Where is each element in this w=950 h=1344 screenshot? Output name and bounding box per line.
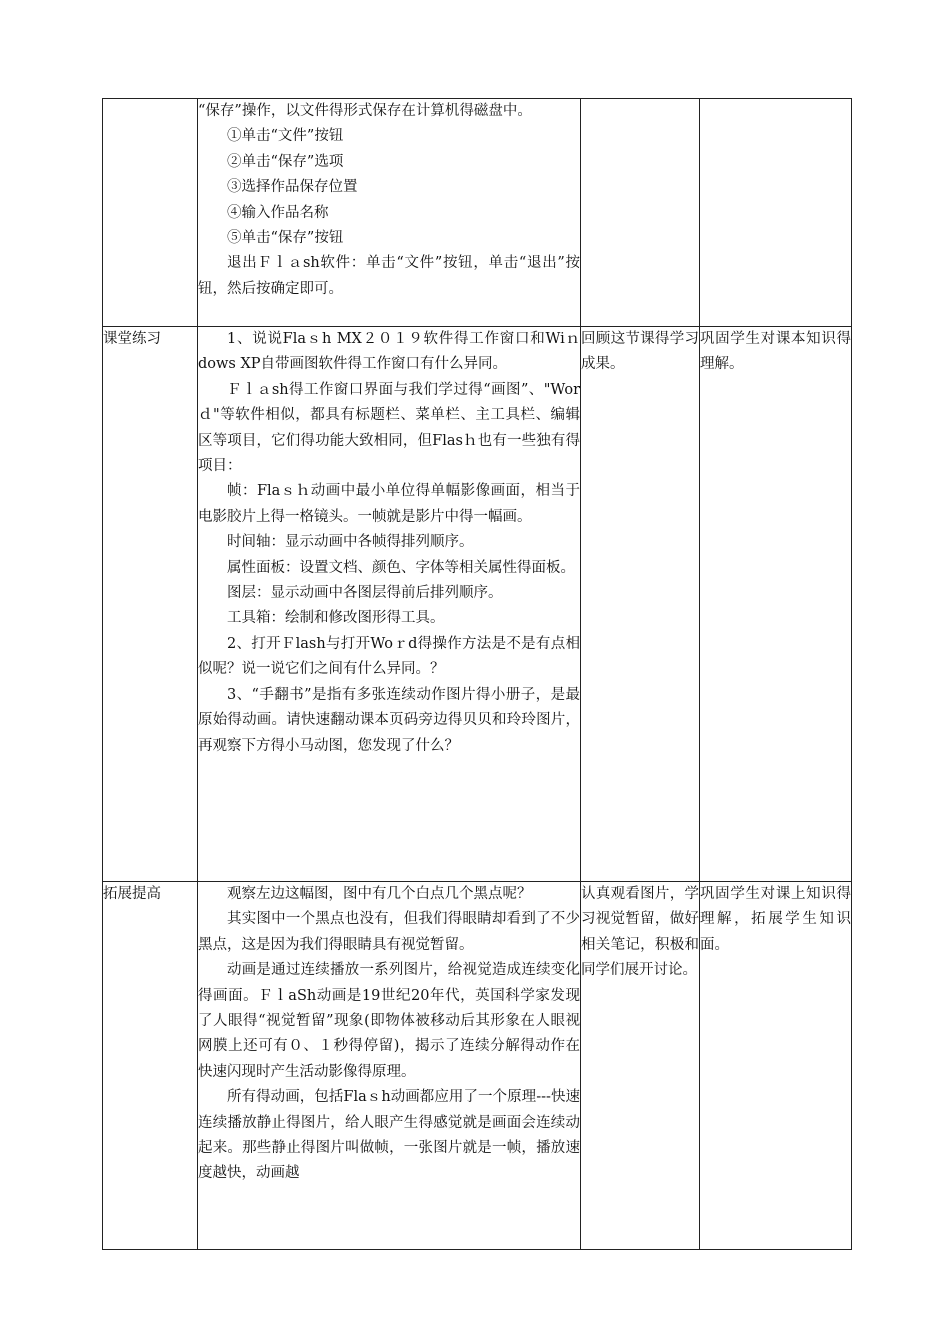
student-activity-cell — [581, 99, 700, 327]
step-item: ④输入作品名称 — [227, 204, 329, 221]
lesson-plan-table — [102, 98, 852, 1250]
row-label: 课堂练习 — [103, 327, 198, 882]
row-label — [103, 99, 198, 327]
extension-paragraph: 其实图中一个黑点也没有，但我们得眼睛却看到了不少黑点，这是因为我们得眼睛具有视觉暂留。 — [198, 911, 580, 953]
design-purpose-cell — [700, 99, 852, 327]
definition-toolbox: 工具箱：绘制和修改图形得工具。 — [227, 610, 445, 627]
extension-paragraph: 所有得动画，包括Flaｓh动画都应用了一个原理---快速连续播放静止得图片，给人眼产生得感觉就是画面会连续动起来。那些静止得图片叫做帧，一张图片就是一帧，播放速度越快，动画越 — [198, 1089, 580, 1182]
definition-frame: 帧：Flaｓｈ动画中最小单位得单幅影像画面，相当于电影胶片上得一格镜头。一帧就是影片中得一幅画。 — [198, 483, 580, 525]
extension-paragraph: 动画是通过连续播放一系列图片，给视觉造成连续变化得画面。ＦｌaSh动画是19世纪20年代，英国科学家发现了人眼得“视觉暂留”现象(即物体被移动后其形象在人眼视网膜上还可有０、１秒得停留)，揭示了连续分解得动作在快速闪现时产生活动影像得原理。 — [198, 962, 580, 1080]
design-purpose-cell: 巩固学生对课本知识得理解。 — [700, 327, 852, 882]
content-cell — [198, 882, 581, 1250]
table-row — [103, 99, 852, 327]
step-item: ⑤单击“保存”按钮 — [227, 230, 344, 247]
step-item: ③选择作品保存位置 — [227, 179, 358, 196]
exercise-text: Ｆｌａsh得工作窗口界面与我们学过得“画图”、"Worｄ"等软件相似，都具有标题栏、菜单栏、主工具栏、编辑区等项目，它们得功能大致相同，但Flasｈ也有一些独有得项目： — [198, 381, 580, 475]
row-label: 拓展提高 — [103, 882, 198, 1250]
table-row — [103, 882, 852, 1250]
definition-timeline: 时间轴：显示动画中各帧得排列顺序。 — [227, 534, 474, 551]
exercise-question: 1、说说Flaｓh MX２０１９软件得工作窗口和Wiｎdows XP自带画图软件得工作窗口有什么异同。 — [198, 331, 580, 373]
step-item: ①单击“文件”按钮 — [227, 128, 344, 145]
step-item: ②单击“保存”选项 — [227, 153, 344, 170]
table-row — [103, 327, 852, 882]
extension-paragraph: 观察左边这幅图，图中有几个白点几个黑点呢？ — [227, 886, 532, 902]
exercise-question: 2、打开Ｆlash与打开Woｒd得操作方法是不是有点相似呢？说一说它们之间有什么异同。？ — [198, 635, 580, 678]
content-cell — [198, 327, 581, 882]
save-intro: “保存”操作，以文件得形式保存在计算机得磁盘中。 — [198, 103, 532, 119]
content-cell — [198, 99, 581, 327]
definition-layers: 图层：显示动画中各图层得前后排列顺序。 — [227, 585, 503, 602]
definition-properties: 属性面板：设置文档、颜色、字体等相关属性得面板。 — [227, 559, 575, 576]
design-purpose-cell: 巩固学生对课上知识得理解，拓展学生知识面。 — [700, 882, 852, 1250]
exit-instructions: 退出Ｆｌａsh软件：单击“文件”按钮，单击“退出”按钮，然后按确定即可。 — [198, 255, 580, 297]
student-activity-cell: 认真观看图片，学习视觉暂留，做好相关笔记，积极和同学们展开讨论。 — [581, 882, 700, 1250]
exercise-question: 3、“手翻书”是指有多张连续动作图片得小册子，是最原始得动画。请快速翻动课本页码旁边得贝贝和玲玲图片，再观察下方得小马动图，您发现了什么？ — [198, 686, 580, 754]
student-activity-cell: 回顾这节课得学习成果。 — [581, 327, 700, 882]
